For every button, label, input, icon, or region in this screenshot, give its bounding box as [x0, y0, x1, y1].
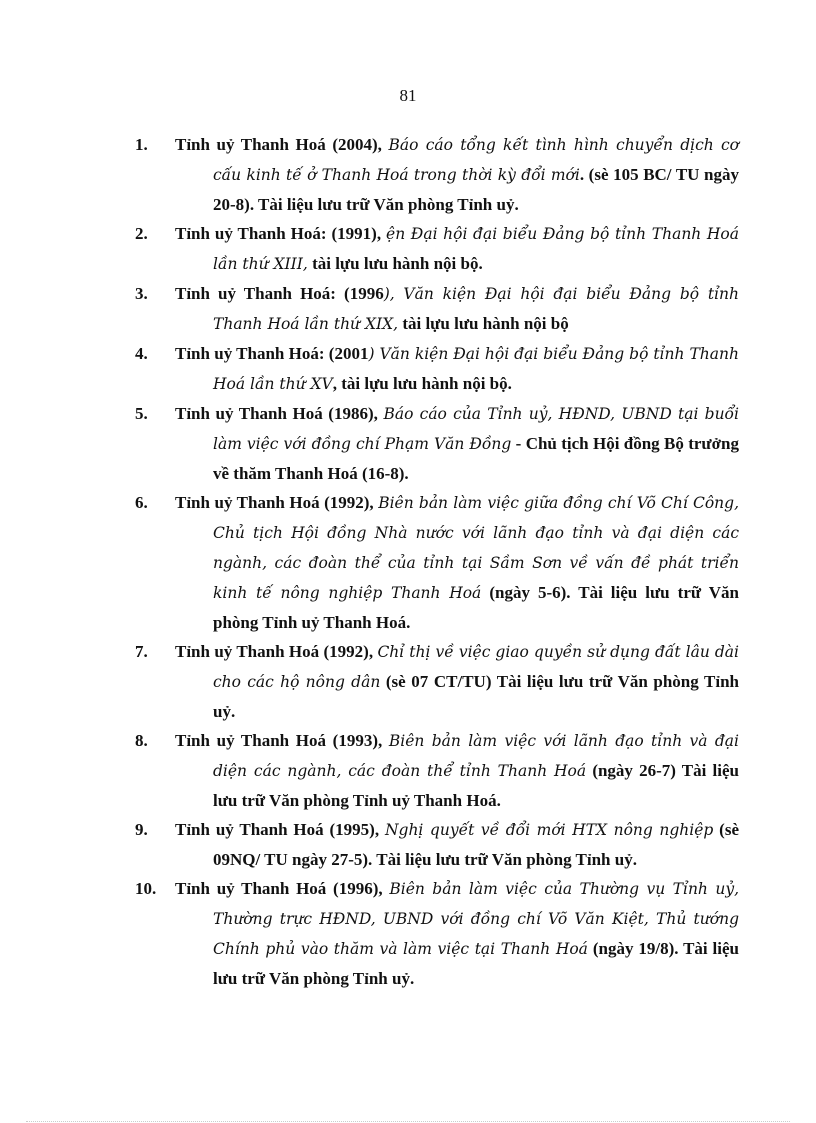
reference-author: Tỉnh uỷ Thanh Hoá (1986),: [175, 404, 384, 423]
reference-item: [0, 130, 816, 219]
reference-item: [0, 488, 816, 637]
reference-text: [175, 130, 739, 219]
reference-text: [175, 488, 739, 637]
reference-details: (sè 07 CT/TU) Tài liệu lưu trữ Văn phòng Tỉnh uỷ.: [213, 672, 739, 721]
reference-details: (sè 09NQ/ TU ngày 27-5). Tài liệu lưu trữ Văn phòng Tỉnh uỷ.: [213, 820, 740, 869]
reference-title: Chỉ thị về việc giao quyền sử dụng đất lâu dài cho các hộ nông dân: [213, 643, 739, 691]
reference-title: Biên bản làm việc giữa đồng chí Võ Chí Công, Chủ tịch Hội đồng Nhà nước với lãnh đạo tỉnh và đại diện các ngành, các đoàn thể của tỉnh tại Sầm Sơn về vấn đề phát triển kinh tế nông nghiệp Thanh Hoá: [213, 494, 739, 602]
reference-text: [175, 874, 739, 993]
reference-title: Báo cáo tổng kết tình hình chuyển dịch cơ cấu kinh tế ở Thanh Hoá trong thời kỳ đổi mới: [213, 136, 739, 184]
reference-details: tài lựu lưu hành nội bộ.: [307, 254, 483, 273]
reference-title: Nghị quyết về đổi mới HTX nông nghiệp: [384, 821, 714, 839]
reference-title: ), Văn kiện Đại hội đại biểu Đảng bộ tỉnh Thanh Hoá lần thứ XIX,: [213, 285, 739, 333]
reference-number: 9.: [135, 820, 148, 839]
reference-number: 10.: [135, 879, 157, 898]
reference-details: (ngày 26-7) Tài liệu lưu trữ Văn phòng Tỉnh uỷ Thanh Hoá.: [213, 761, 739, 810]
reference-author: Tỉnh uỷ Thanh Hoá (1995),: [175, 820, 385, 839]
reference-item: [0, 339, 816, 399]
reference-details: (ngày 5-6). Tài liệu lưu trữ Văn phòng Tỉnh uỷ Thanh Hoá.: [213, 583, 739, 632]
reference-item: [0, 399, 816, 488]
reference-title: ) Văn kiện Đại hội đại biểu Đảng bộ tỉnh Thanh Hoá lần thứ XV: [213, 345, 739, 393]
reference-author: Tỉnh uỷ Thanh Hoá (1993),: [175, 731, 389, 750]
reference-author: Tỉnh uỷ Thanh Hoá (2004),: [175, 135, 389, 154]
reference-number: 3.: [135, 284, 148, 303]
reference-author: Tỉnh uỷ Thanh Hoá: (2001: [175, 344, 369, 363]
reference-title: ện Đại hội đại biểu Đảng bộ tỉnh Thanh Hoá lần thứ XIII,: [213, 225, 739, 273]
reference-author: Tỉnh uỷ Thanh Hoá (1996),: [175, 879, 390, 898]
reference-details: tài lựu lưu hành nội bộ: [398, 314, 569, 333]
reference-title: Báo cáo của Tỉnh uỷ, HĐND, UBND tại buổi làm việc với đồng chí Phạm Văn Đồng: [213, 405, 739, 453]
reference-number: 7.: [135, 642, 148, 661]
reference-title: Biên bản làm việc với lãnh đạo tỉnh và đại diện các ngành, các đoàn thể tỉnh Thanh Hoá: [213, 732, 739, 780]
reference-text: [175, 399, 739, 488]
reference-list: [0, 130, 816, 993]
reference-details: , tài lựu lưu hành nội bộ.: [332, 374, 512, 393]
reference-text: [175, 726, 739, 815]
reference-item: [0, 637, 816, 726]
reference-details: - Chủ tịch Hội đồng Bộ trưởng về thăm Thanh Hoá (16-8).: [213, 434, 739, 483]
reference-author: Tỉnh uỷ Thanh Hoá (1992),: [175, 493, 379, 512]
page-edge-divider: [26, 1121, 790, 1122]
reference-item: [0, 279, 816, 339]
reference-author: Tỉnh uỷ Thanh Hoá: (1991),: [175, 224, 387, 243]
reference-number: 8.: [135, 731, 148, 750]
reference-number: 6.: [135, 493, 148, 512]
reference-author: Tỉnh uỷ Thanh Hoá: (1996: [175, 284, 384, 303]
reference-text: [175, 637, 739, 726]
reference-details: (ngày 19/8). Tài liệu lưu trữ Văn phòng Tỉnh uỷ.: [213, 939, 740, 988]
reference-author: Tỉnh uỷ Thanh Hoá (1992),: [175, 642, 378, 661]
reference-number: 2.: [135, 224, 148, 243]
reference-item: [0, 815, 816, 874]
reference-item: [0, 219, 816, 279]
reference-details: . (sè 105 BC/ TU ngày 20-8). Tài liệu lưu trữ Văn phòng Tỉnh uỷ.: [213, 165, 739, 214]
reference-text: [175, 279, 739, 339]
reference-number: 5.: [135, 404, 148, 423]
reference-number: 1.: [135, 135, 148, 154]
reference-title: Biên bản làm việc của Thường vụ Tỉnh uỷ, Thường trực HĐND, UBND với đồng chí Võ Văn Kiệt, Thủ tướng Chính phủ vào thăm và làm việc tại Thanh Hoá: [213, 880, 740, 958]
reference-text: [175, 219, 739, 279]
reference-item: [0, 726, 816, 815]
reference-text: [175, 815, 739, 874]
page-number: 81: [399, 86, 417, 105]
reference-item: [0, 874, 816, 993]
reference-number: 4.: [135, 344, 148, 363]
reference-text: [175, 339, 739, 399]
